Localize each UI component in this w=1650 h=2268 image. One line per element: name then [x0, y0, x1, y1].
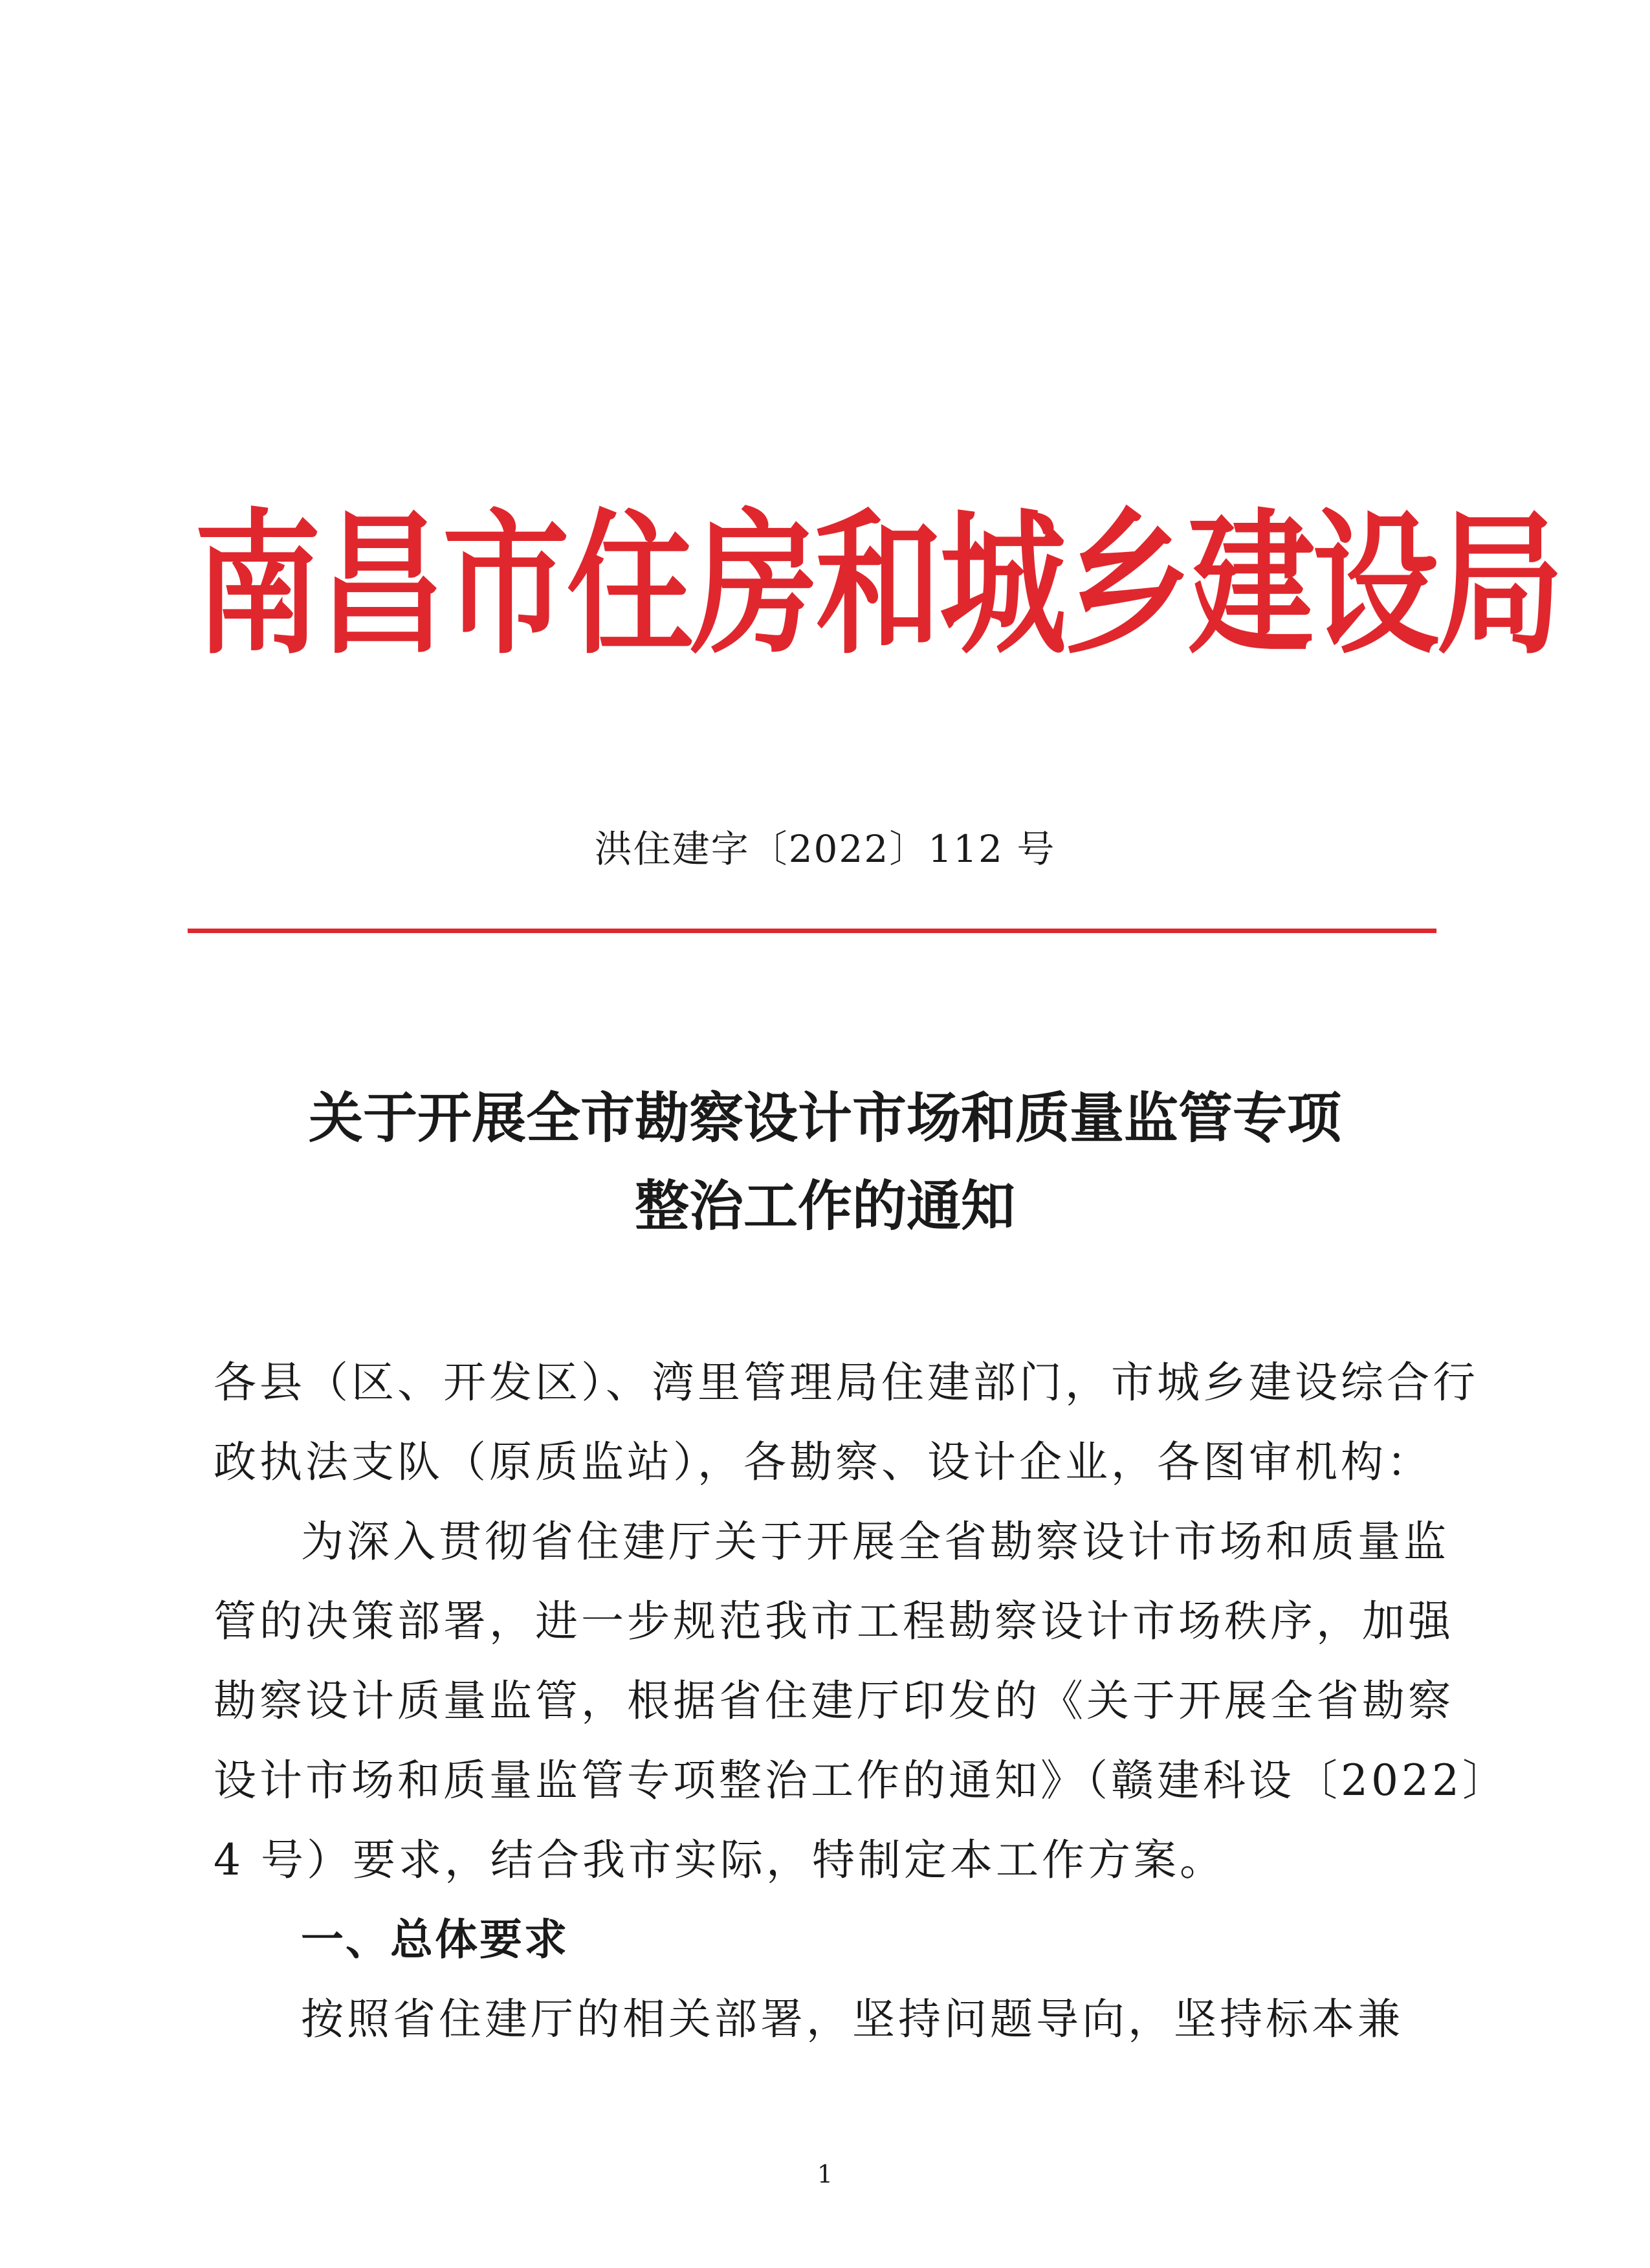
- document-body: [214, 1343, 1508, 2059]
- page-number: 1: [817, 2160, 833, 2188]
- title-line-2: 整治工作的通知: [634, 1174, 1015, 1238]
- document-number: 洪住建字〔2022〕112 号: [594, 827, 1056, 871]
- document-title: [0, 1074, 1650, 1250]
- paragraph-line: 4 号）要求，结合我市实际，特制定本工作方案。: [214, 1835, 1226, 1885]
- paragraph-line: 按照省住建厅的相关部署，坚持问题导向，坚持标本兼: [301, 1994, 1403, 2044]
- addressee-line-1: 各县（区、开发区）、湾里管理局住建部门，市城乡建设综合行: [214, 1358, 1479, 1407]
- paragraph-line: 设计市场和质量监管专项整治工作的通知》（赣建科设〔2022〕: [214, 1756, 1508, 1805]
- section-heading: 一、总体要求: [301, 1915, 569, 1965]
- red-divider-line: [188, 929, 1436, 933]
- title-line-1: 关于开展全市勘察设计市场和质量监管专项: [308, 1086, 1341, 1150]
- paragraph-line: 为深入贯彻省住建厅关于开展全省勘察设计市场和质量监: [301, 1517, 1449, 1567]
- agency-header: 南昌市住房和城乡建设局: [194, 495, 1561, 676]
- paragraph-line: 勘察设计质量监管，根据省住建厅印发的《关于开展全省勘察: [214, 1676, 1454, 1726]
- addressee-line-2: 政执法支队（原质监站），各勘察、设计企业，各图审机构：: [214, 1437, 1433, 1487]
- paragraph-line: 管的决策部署，进一步规范我市工程勘察设计市场秩序，加强: [214, 1596, 1454, 1646]
